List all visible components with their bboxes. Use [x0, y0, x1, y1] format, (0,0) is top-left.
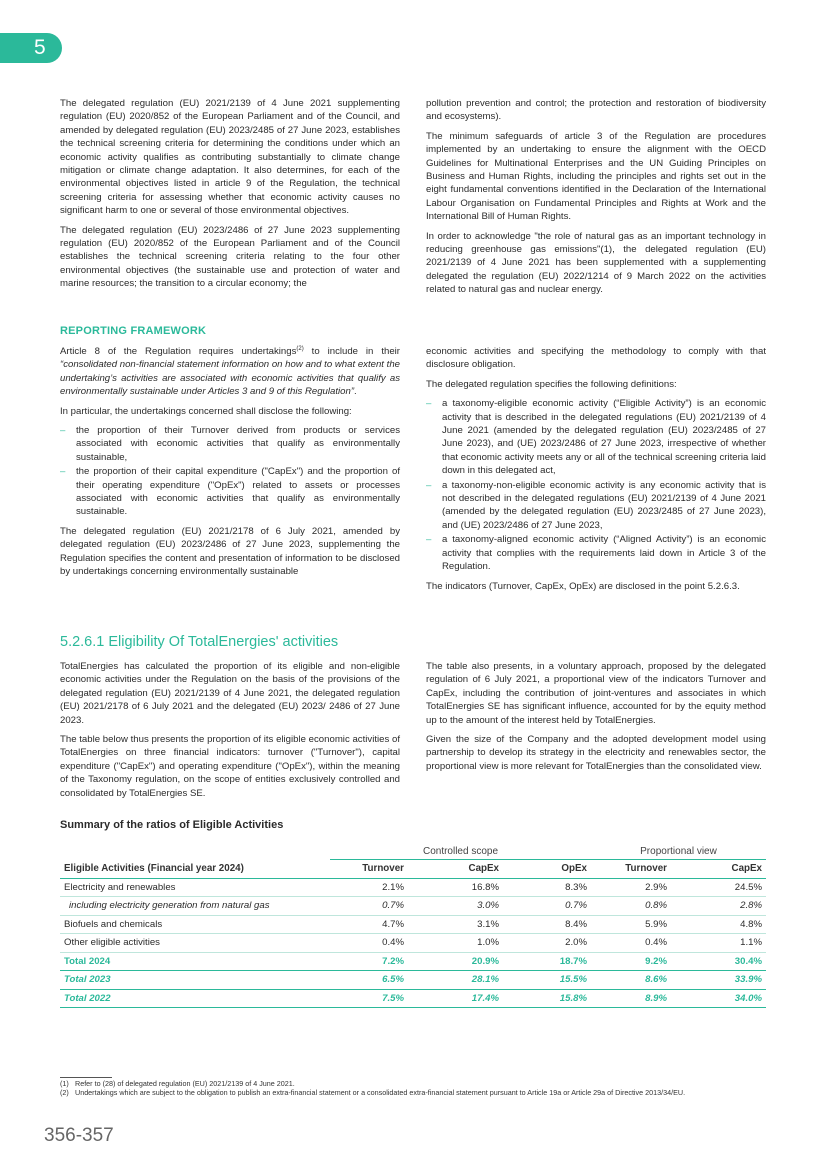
table-row: including electricity generation from natural gas 0.7% 3.0% 0.7% 0.8% 2.8%	[60, 897, 766, 916]
footnote-ref[interactable]: (2)	[296, 345, 304, 352]
list-item: – the proportion of their Turnover derived from products or services associated with economic activities that qualify as environmentally sustainable,	[60, 424, 400, 464]
page-number: 356-357	[44, 1125, 114, 1146]
column-header: CapEx	[408, 860, 503, 879]
disclosure-list	[60, 424, 400, 519]
intro-paragraph: pollution prevention and control; the protection and restoration of biodiversity and ecosystems).	[426, 98, 766, 123]
eligibility-paragraph: The table below thus presents the proportion of its eligible economic activities of TotalEnergies on three financial indicators: turnover ("Turnover"), capital expenditure ("CapEx") and operating expenditure ("OpEx"), within the meaning of the Taxonomy regulation, on the scope of entities exclusively controlled and consolidated by TotalEnergies SE.	[60, 734, 400, 799]
footnote-divider	[60, 1077, 112, 1078]
reporting-paragraph: The indicators (Turnover, CapEx, OpEx) are disclosed in the point 5.2.6.3.	[426, 580, 740, 592]
intro-paragraph: The minimum safeguards of article 3 of the Regulation are procedures implemented by an undertaking to ensure the alignment with the OECD Guidelines for Multinational Enterprises and the UN Guiding Principles on Business and Human Rights, including the principles and rights set out in the eight fundamental conventions identified in the Declaration of the International Labour Organisation on Fundamental Principles and Rights at Work and the International Bill of Human Rights.	[426, 130, 766, 223]
reporting-paragraph: The delegated regulation (EU) 2021/2178 of 6 July 2021, amended by delegated regulation (EU) 2023/2486 of 27 June 2023, supplementing the Regulation specifies the content and presentation of information to be disclosed by undertakings concerning environmentally sustainable	[60, 525, 400, 578]
group-controlled-scope: Controlled scope	[330, 843, 591, 860]
table-row: Electricity and renewables 2.1% 16.8% 8.3% 2.9% 24.5%	[60, 878, 766, 897]
eligibility-right-column	[426, 660, 766, 779]
eligibility-heading: 5.2.6.1 Eligibility Of TotalEnergies' activities	[60, 634, 339, 650]
intro-paragraph: The delegated regulation (EU) 2021/2139 of 4 June 2021 supplementing regulation (EU) 2020/852 of the European Parliament and of the Council, and amended by delegated regulation (EU) 2023/2485 of 27 June 2023, establishes the technical screening criteria for determining the conditions under which an economic activity qualifies as contributing substantially to climate change mitigation or climate change adaptation. It also determines, for each of the environmental objectives listed in article 9 of the Regulation, the technical screening criteria for assessing whether that economic activity causes no significant harm to one or several of those environmental objectives.	[60, 98, 400, 217]
table-row: Other eligible activities 0.4% 1.0% 2.0% 0.4% 1.1%	[60, 934, 766, 953]
column-header: OpEx	[503, 860, 591, 879]
list-item: – a taxonomy-non-eligible economic activity is any economic activity that is not described in the delegated regulations (EU) 2021/2139 of 4 June 2021 (amended by the delegated regulation (EU) 2023/2485 of 27 June 2023), and (UE) 2023/2486 of 27 June 2023,	[426, 479, 766, 533]
footnote: (2) Undertakings which are subject to the obligation to publish an extra-financial statement or a consolidated extra-financial statement pursuant to Article 19a or Article 29a of Directive 2013/34/EU.	[60, 1088, 686, 1097]
eligibility-paragraph: Given the size of the Company and the adopted development model using partnership to develop its strategy in the electricity and renewables sector, the proportional view is more relevant for TotalEnergies than the consolidated view.	[426, 734, 766, 772]
reporting-right-column	[426, 345, 766, 599]
definitions-list	[426, 397, 766, 573]
eligibility-paragraph: TotalEnergies has calculated the proportion of its eligible and non-eligible economic activities under the Regulation on the basis of the provisions of the delegated regulation (EU) 2021/2139 of 4 June 2021, the delegated regulation (EU) 2021/2178 of 6 July 2021 and the delegated (EU) 2023/ 2486 of 27 June 2023.	[60, 661, 400, 726]
intro-right-column	[426, 97, 766, 303]
reporting-framework-heading: REPORTING FRAMEWORK	[60, 325, 207, 337]
column-header: CapEx	[671, 860, 766, 879]
reporting-paragraph: Article 8 of the Regulation requires undertakings$^{(2)}$ to include in their “consolidated non-financial statement information on how and to what extent the undertaking’s activities are associated with economic activities that qualify as environmentally sustainable under Articles 3 and 9 of this Regulation”.	[60, 345, 400, 398]
column-header: Turnover	[330, 860, 408, 879]
total-row: Total 2023 6.5% 28.1% 15.5% 8.6% 33.9%	[60, 971, 766, 990]
table-row: Biofuels and chemicals 4.7% 3.1% 8.4% 5.9% 4.8%	[60, 915, 766, 934]
eligibility-paragraph: The table also presents, in a voluntary approach, proposed by the delegated regulation of 6 July 2021, a proportional view of the indicators Turnover and CapEx, including the contribution of joint-ventures and associates in which TotalEnergies SE has significant influence, accounted for by the equity method up to the amount of the interest held by TotalEnergies.	[426, 661, 766, 726]
list-item: – the proportion of their capital expenditure ("CapEx") and the proportion of their operating expenditure ("OpEx") related to assets or processes associated with economic activities that qualify as environmentally sustainable.	[60, 465, 400, 519]
eligible-activities-table	[60, 843, 766, 1008]
intro-left-column	[60, 97, 400, 297]
group-proportional-view: Proportional view	[591, 843, 766, 860]
chapter-number: 5	[34, 36, 46, 59]
column-header: Eligible Activities (Financial year 2024)	[60, 860, 330, 879]
total-row: Total 2022 7.5% 17.4% 15.8% 8.9% 34.0%	[60, 989, 766, 1008]
intro-paragraph: In order to acknowledge "the role of natural gas as an important technology in reducing greenhouse gas emissions"(1), the delegated regulation (EU) 2021/2139 of 4 June 2021 has been supplemented with a supplementing delegated the regulation (EU) 2022/1214 of 9 March 2022 on the activities related to natural gas and nuclear energy.	[426, 230, 766, 296]
list-item: – a taxonomy-aligned economic activity (“Aligned Activity”) is an economic activity that complies with the requirements laid down in Article 3 of the Regulation.	[426, 533, 766, 573]
reporting-paragraph: The delegated regulation specifies the following definitions:	[426, 378, 677, 390]
total-row: Total 2024 7.2% 20.9% 18.7% 9.2% 30.4%	[60, 952, 766, 971]
footnotes	[60, 1079, 770, 1097]
reporting-paragraph: In particular, the undertakings concerned shall disclose the following:	[60, 405, 352, 417]
intro-paragraph: The delegated regulation (EU) 2023/2486 of 27 June 2023 supplementing regulation (EU) 2020/852 of the European Parliament and of the Council establishes the technical screening criteria relating to the four other environmental objectives (the sustainable use and protection of water and marine resources; the transition to a circular economy; the	[60, 224, 400, 290]
reporting-left-column	[60, 345, 400, 585]
chapter-tab	[0, 33, 62, 63]
list-item: – a taxonomy-eligible economic activity (“Eligible Activity”) is an economic activity that is described in the delegated regulations (EU) 2021/2139 of 4 June 2021 (amended by the delegated regulation (EU) 2023/2485 of 27 June 2023), and (UE) 2023/2486 of 27 June 2023, irrespective of whether that economic activity meets any or all of the technical screening criteria laid down in this delegated act,	[426, 397, 766, 477]
column-header: Turnover	[591, 860, 671, 879]
eligibility-left-column	[60, 660, 400, 806]
reporting-paragraph: economic activities and specifying the methodology to comply with that disclosure obligation.	[426, 346, 766, 371]
footnote: (1) Refer to (28) of delegated regulation (EU) 2021/2139 of 4 June 2021.	[60, 1079, 295, 1088]
table-title: Summary of the ratios of Eligible Activities	[60, 819, 284, 831]
